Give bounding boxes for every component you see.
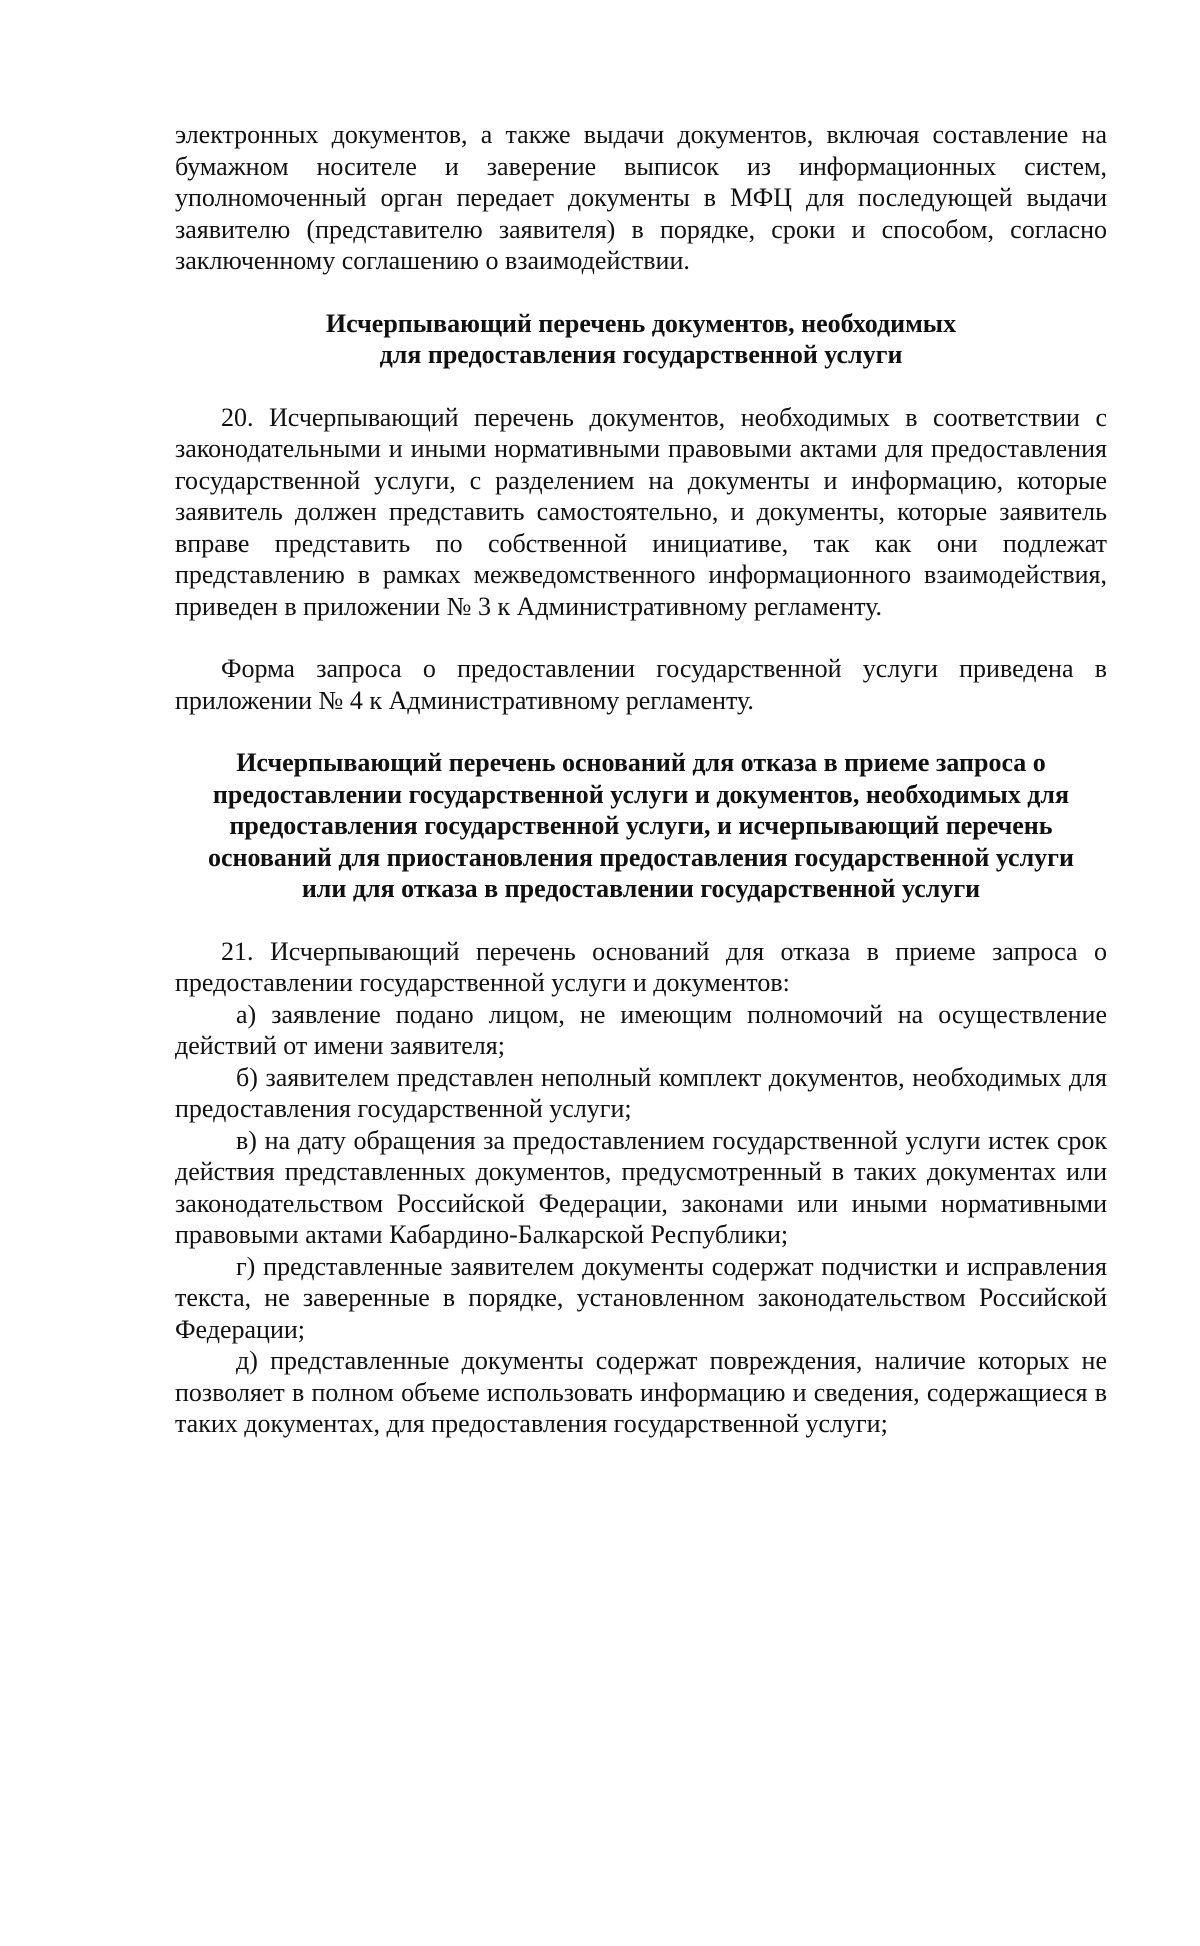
list-item: д) представленные документы содержат повреждения, наличие которых не позволяет в полном объеме использовать информацию и сведения, содержащиеся в таких документах, для предоставления государственной услуги; bbox=[175, 1346, 1107, 1438]
document-body bbox=[175, 119, 1107, 1440]
paragraph-20: 20. Исчерпывающий перечень документов, необходимых в соответствии с законодательными и иными нормативными правовыми актами для предоставления государственной услуги, с разделением на документы и информацию, которые заявитель должен представить самостоятельно, и документы, которые заявитель вправе представить по собственной инициативе, так как они подлежат представлению в рамках межведомственного информационного взаимодействия, приведен в приложении № 3 к Административному регламенту. bbox=[175, 402, 1107, 621]
section-heading-refusal-grounds bbox=[175, 747, 1107, 905]
heading-line: или для отказа в предоставлении государственной услуги bbox=[301, 874, 981, 903]
paragraph-21: 21. Исчерпывающий перечень оснований для отказа в приеме запроса о предоставлении государственной услуги и документов: bbox=[175, 936, 1107, 997]
list-item: в) на дату обращения за предоставлением государственной услуги истек срок действия представленных документов, предусмотренный в таких документах или законодательством Российской Федерации, законами или иными нормативными правовыми актами Кабардино-Балкарской Республики; bbox=[175, 1125, 1107, 1249]
heading-line: для предоставления государственной услуги bbox=[379, 340, 903, 369]
heading-line: оснований для приостановления предоставления государственной услуги bbox=[208, 842, 1074, 872]
heading-line: предоставлении государственной услуги и документов, необходимых для bbox=[212, 779, 1070, 809]
list-item: г) представленные заявителем документы содержат подчистки и исправления текста, не заверенные в порядке, установленном законодательством Российской Федерации; bbox=[175, 1251, 1107, 1344]
section-heading-documents bbox=[175, 308, 1107, 371]
form-paragraph: Форма запроса о предоставлении государственной услуги приведена в приложении № 4 к Административному регламенту. bbox=[175, 654, 1107, 715]
heading-line: Исчерпывающий перечень оснований для отказа в приеме запроса о bbox=[236, 748, 1046, 777]
list-item: а) заявление подано лицом, не имеющим полномочий на осуществление действий от имени заявителя; bbox=[175, 999, 1107, 1060]
heading-line: предоставления государственной услуги, и исчерпывающий перечень bbox=[229, 811, 1053, 840]
list-item: б) заявителем представлен неполный комплект документов, необходимых для предоставления государственной услуги; bbox=[175, 1062, 1107, 1123]
intro-paragraph: электронных документов, а также выдачи документов, включая составление на бумажном носителе и заверение выписок из информационных систем, уполномоченный орган передает документы в МФЦ для последующей выдачи заявителю (представителю заявителя) в порядке, сроки и способом, согласно заключенному соглашению о взаимодействии. bbox=[175, 120, 1107, 275]
heading-line: Исчерпывающий перечень документов, необходимых bbox=[325, 308, 957, 338]
